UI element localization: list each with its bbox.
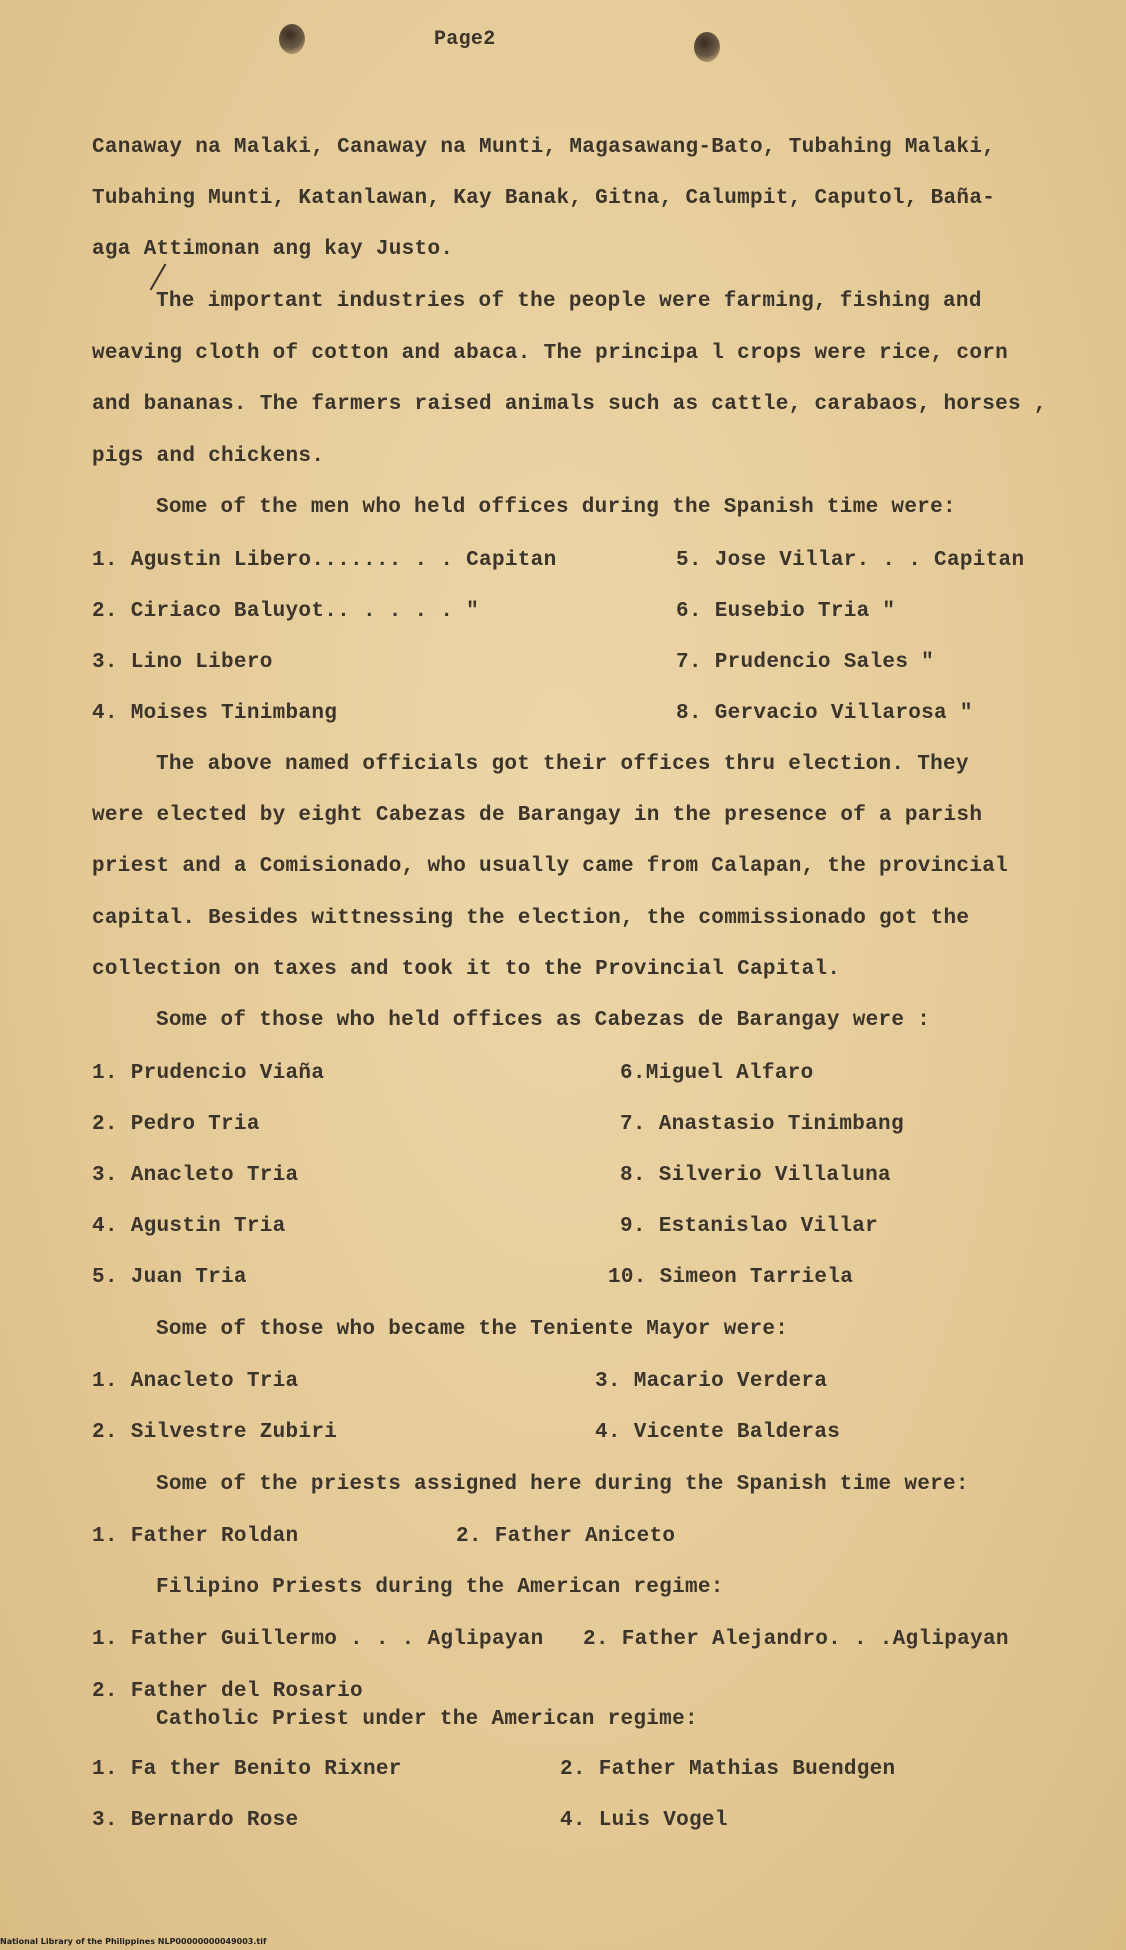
teniente-list-item: 2. Silvestre Zubiri xyxy=(92,1421,338,1444)
section-intro: Some of the priests assigned here during the Spanish time were: xyxy=(156,1473,969,1496)
text-line: Canaway na Malaki, Canaway na Munti, Magasawang-Bato, Tubahing Malaki, xyxy=(92,136,996,159)
text-line: The above named officials got their offices thru election. They xyxy=(156,753,969,776)
official-list-item: 7. Prudencio Sales " xyxy=(676,651,935,674)
text-line: pigs and chickens. xyxy=(92,445,325,468)
priest-list-item: 1. Father Guillermo . . . Aglipayan xyxy=(92,1628,544,1651)
text-line: priest and a Comisionado, who usually came from Calapan, the provincial xyxy=(92,855,1009,878)
section-intro: Catholic Priest under the American regime: xyxy=(156,1708,698,1731)
text-line: were elected by eight Cabezas de Barangay in the presence of a parish xyxy=(92,804,983,827)
text-line: collection on taxes and took it to the Provincial Capital. xyxy=(92,958,841,981)
pen-check-mark xyxy=(150,264,167,291)
teniente-list-item: 1. Anacleto Tria xyxy=(92,1370,299,1393)
cabeza-list-item: 9. Estanislao Villar xyxy=(620,1215,879,1238)
official-list-item: 6. Eusebio Tria " xyxy=(676,600,896,623)
page-label: Page2 xyxy=(434,28,496,51)
official-list-item: 8. Gervacio Villarosa " xyxy=(676,702,973,725)
teniente-list-item: 3. Macario Verdera xyxy=(595,1370,828,1393)
cabeza-list-item: 10. Simeon Tarriela xyxy=(608,1266,854,1289)
section-intro: Filipino Priests during the American regime: xyxy=(156,1576,724,1599)
teniente-list-item: 4. Vicente Balderas xyxy=(595,1421,841,1444)
text-line: capital. Besides wittnessing the election, the commissionado got the xyxy=(92,907,970,930)
priest-list-item: 1. Fa ther Benito Rixner xyxy=(92,1758,402,1781)
official-list-item: 4. Moises Tinimbang xyxy=(92,702,338,725)
section-intro: Some of those who became the Teniente Mayor were: xyxy=(156,1318,789,1341)
cabeza-list-item: 8. Silverio Villaluna xyxy=(620,1164,891,1187)
cabeza-list-item: 1. Prudencio Viaña xyxy=(92,1062,325,1085)
archive-footer: National Library of the Philippines NLP00000000049003.tif xyxy=(0,1937,267,1946)
priest-list-item: 2. Father del Rosario xyxy=(92,1680,363,1703)
text-line: weaving cloth of cotton and abaca. The principa l crops were rice, corn xyxy=(92,342,1009,365)
priest-list-item: 2. Father Mathias Buendgen xyxy=(560,1758,896,1781)
priest-list-item: 4. Luis Vogel xyxy=(560,1809,728,1832)
priest-list-item: 1. Father Roldan xyxy=(92,1525,299,1548)
priest-list-item: 3. Bernardo Rose xyxy=(92,1809,299,1832)
cabeza-list-item: 6.Miguel Alfaro xyxy=(620,1062,814,1085)
text-line: and bananas. The farmers raised animals such as cattle, carabaos, horses , xyxy=(92,393,1047,416)
text-line: aga Attimonan ang kay Justo. xyxy=(92,238,454,261)
cabeza-list-item: 5. Juan Tria xyxy=(92,1266,247,1289)
priest-list-item: 2. Father Aniceto xyxy=(456,1525,676,1548)
priest-list-item: 2. Father Alejandro. . .Aglipayan xyxy=(583,1628,1009,1651)
cabeza-list-item: 3. Anacleto Tria xyxy=(92,1164,299,1187)
punch-hole-right xyxy=(694,32,720,62)
punch-hole-left xyxy=(279,24,305,54)
official-list-item: 1. Agustin Libero....... . . Capitan xyxy=(92,549,557,572)
cabeza-list-item: 7. Anastasio Tinimbang xyxy=(620,1113,904,1136)
cabeza-list-item: 2. Pedro Tria xyxy=(92,1113,260,1136)
cabeza-list-item: 4. Agustin Tria xyxy=(92,1215,286,1238)
text-line: The important industries of the people were farming, fishing and xyxy=(156,290,982,313)
official-list-item: 5. Jose Villar. . . Capitan xyxy=(676,549,1025,572)
section-intro: Some of those who held offices as Cabezas de Barangay were : xyxy=(156,1009,931,1032)
text-line: Tubahing Munti, Katanlawan, Kay Banak, Gitna, Calumpit, Caputol, Baña- xyxy=(92,187,996,210)
official-list-item: 3. Lino Libero xyxy=(92,651,273,674)
official-list-item: 2. Ciriaco Baluyot.. . . . . " xyxy=(92,600,480,623)
section-intro: Some of the men who held offices during the Spanish time were: xyxy=(156,496,956,519)
